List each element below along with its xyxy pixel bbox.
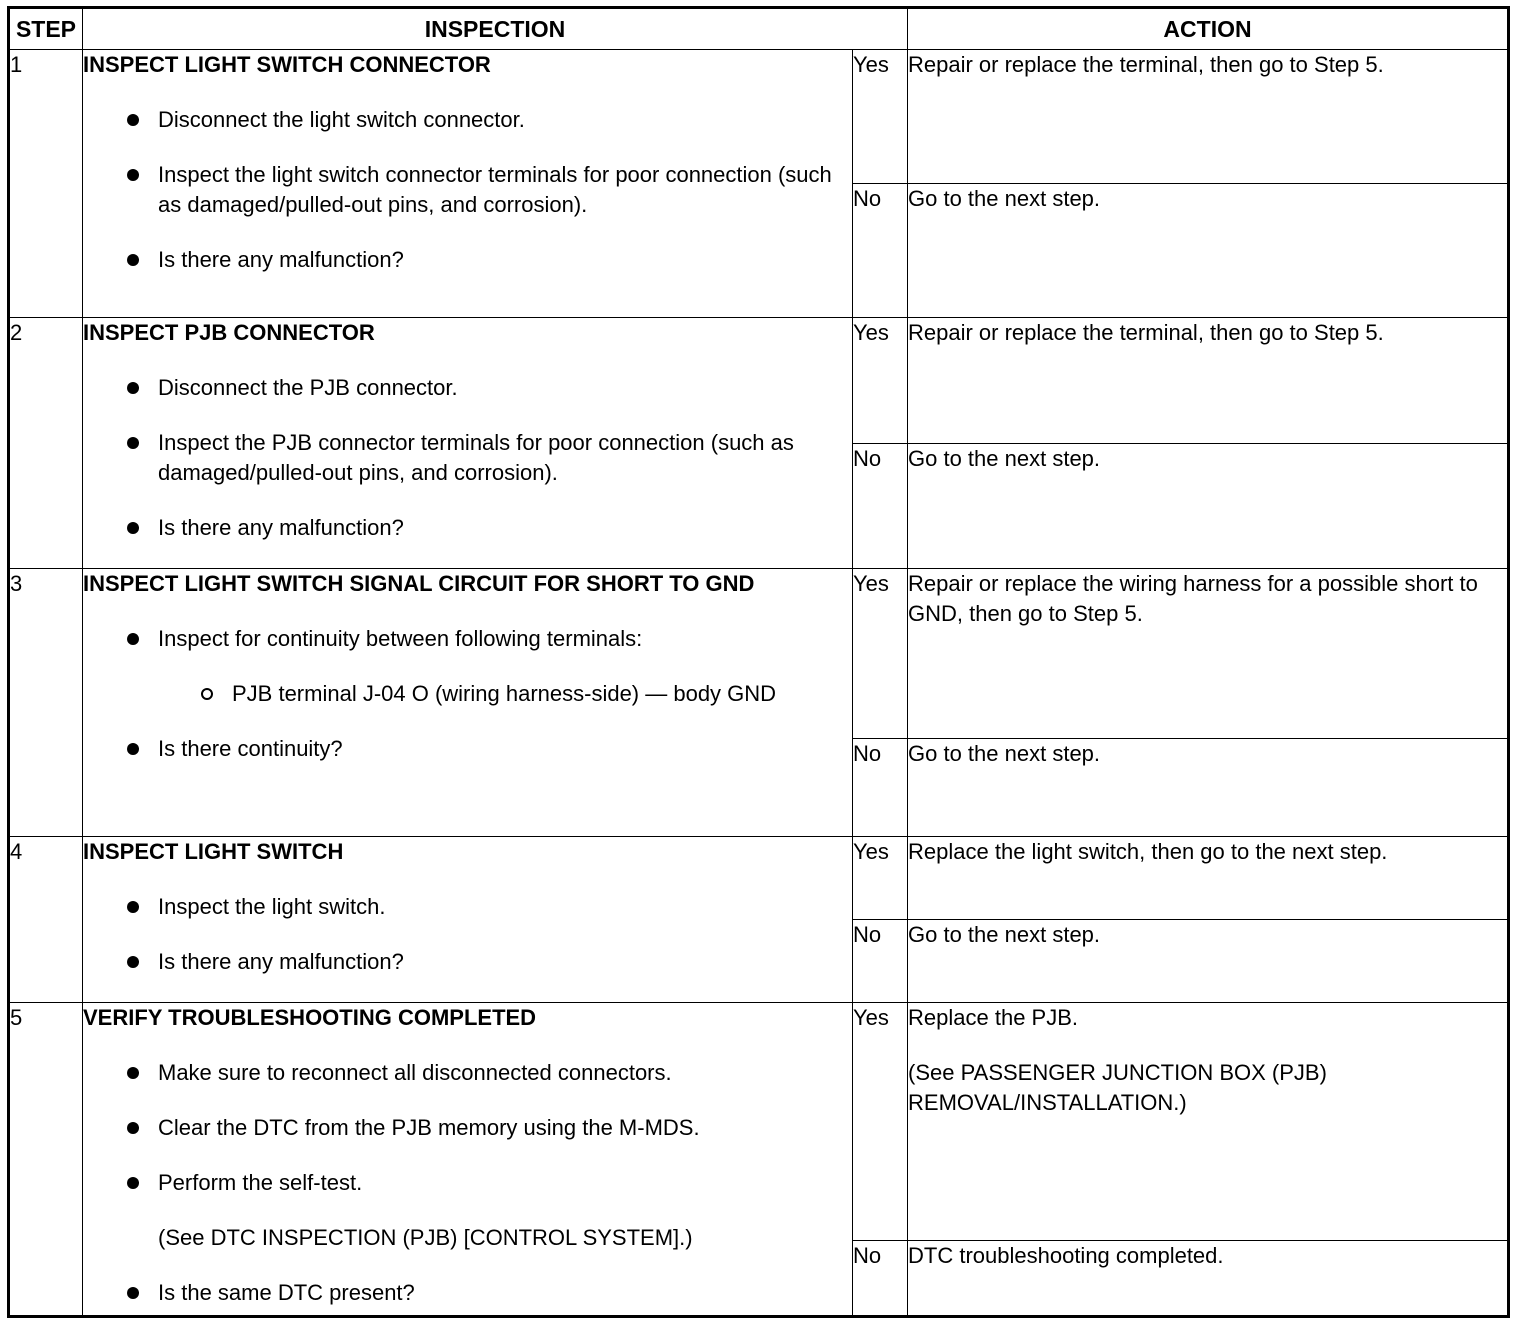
bullet-item: Inspect the light switch. [83, 892, 852, 922]
no-action: Go to the next step. [908, 739, 1509, 837]
step-number: 1 [9, 50, 83, 318]
yes-label: Yes [853, 318, 908, 444]
step-title: INSPECT LIGHT SWITCH [83, 839, 344, 864]
step-inspection [83, 1003, 853, 1317]
step-title: INSPECT PJB CONNECTOR [83, 320, 375, 345]
bullet-item: Is there any malfunction? [83, 947, 852, 977]
step-2-yes-row [9, 318, 1509, 444]
yes-label: Yes [853, 837, 908, 920]
inspection-header: INSPECTION [83, 8, 908, 50]
step-title: INSPECT LIGHT SWITCH SIGNAL CIRCUIT FOR SHORT TO GND [83, 571, 755, 596]
step-number: 3 [9, 569, 83, 837]
no-label: No [853, 443, 908, 569]
step-number: 5 [9, 1003, 83, 1317]
step-title: VERIFY TROUBLESHOOTING COMPLETED [83, 1005, 537, 1030]
step-5-yes-row [9, 1003, 1509, 1241]
no-label: No [853, 1241, 908, 1317]
step-inspection [83, 50, 853, 318]
bullet-item: Inspect the PJB connector terminals for poor connection (such as damaged/pulled-out pins, and corrosion). [83, 428, 852, 488]
bullet-item: Perform the self-test. [83, 1168, 852, 1198]
yes-action: Replace the PJB. [908, 1005, 1078, 1030]
bullet-item: Inspect the light switch connector terminals for poor connection (such as damaged/pulled-out pins, and corrosion). [83, 160, 852, 220]
no-action: Go to the next step. [908, 920, 1509, 1003]
no-action: Go to the next step. [908, 184, 1509, 318]
yes-label: Yes [853, 50, 908, 184]
yes-action: Repair or replace the wiring harness for a possible short to GND, then go to Step 5. [908, 569, 1509, 739]
bullet-item: Make sure to reconnect all disconnected connectors. [83, 1058, 852, 1088]
bullet-item: Is there any malfunction? [83, 245, 852, 275]
header-row [9, 8, 1509, 50]
step-4-yes-row [9, 837, 1509, 920]
bullet-item: Disconnect the light switch connector. [83, 105, 852, 135]
step-title: INSPECT LIGHT SWITCH CONNECTOR [83, 52, 491, 77]
bullet-item: Clear the DTC from the PJB memory using the M-MDS. [83, 1113, 852, 1143]
step-header: STEP [9, 8, 83, 50]
action-header: ACTION [908, 8, 1509, 50]
no-label: No [853, 739, 908, 837]
troubleshooting-table [7, 6, 1510, 1318]
bullet-item: Is the same DTC present? [83, 1278, 852, 1308]
bullet-item: Is there any malfunction? [83, 513, 852, 543]
no-action: DTC troubleshooting completed. [908, 1241, 1509, 1317]
step-inspection [83, 318, 853, 569]
no-label: No [853, 920, 908, 1003]
no-action: Go to the next step. [908, 443, 1509, 569]
step-inspection [83, 569, 853, 837]
yes-action: Repair or replace the terminal, then go to Step 5. [908, 50, 1509, 184]
sub-bullet-item: PJB terminal J-04 O (wiring harness-side) — body GND [83, 679, 852, 709]
step-number: 4 [9, 837, 83, 1003]
step-3-yes-row [9, 569, 1509, 739]
step-number: 2 [9, 318, 83, 569]
yes-label: Yes [853, 569, 908, 739]
yes-action: Repair or replace the terminal, then go to Step 5. [908, 318, 1509, 444]
step-inspection [83, 837, 853, 1003]
yes-label: Yes [853, 1003, 908, 1241]
reference-note: (See PASSENGER JUNCTION BOX (PJB) REMOVAL/INSTALLATION.) [908, 1060, 1327, 1115]
bullet-item: Inspect for continuity between following terminals: [83, 624, 852, 654]
no-label: No [853, 184, 908, 318]
yes-action-cell [908, 1003, 1509, 1241]
step-1-yes-row [9, 50, 1509, 184]
reference-note: (See DTC INSPECTION (PJB) [CONTROL SYSTEM].) [158, 1225, 693, 1250]
yes-action: Replace the light switch, then go to the next step. [908, 837, 1509, 920]
bullet-item: Is there continuity? [83, 734, 852, 764]
bullet-item: Disconnect the PJB connector. [83, 373, 852, 403]
